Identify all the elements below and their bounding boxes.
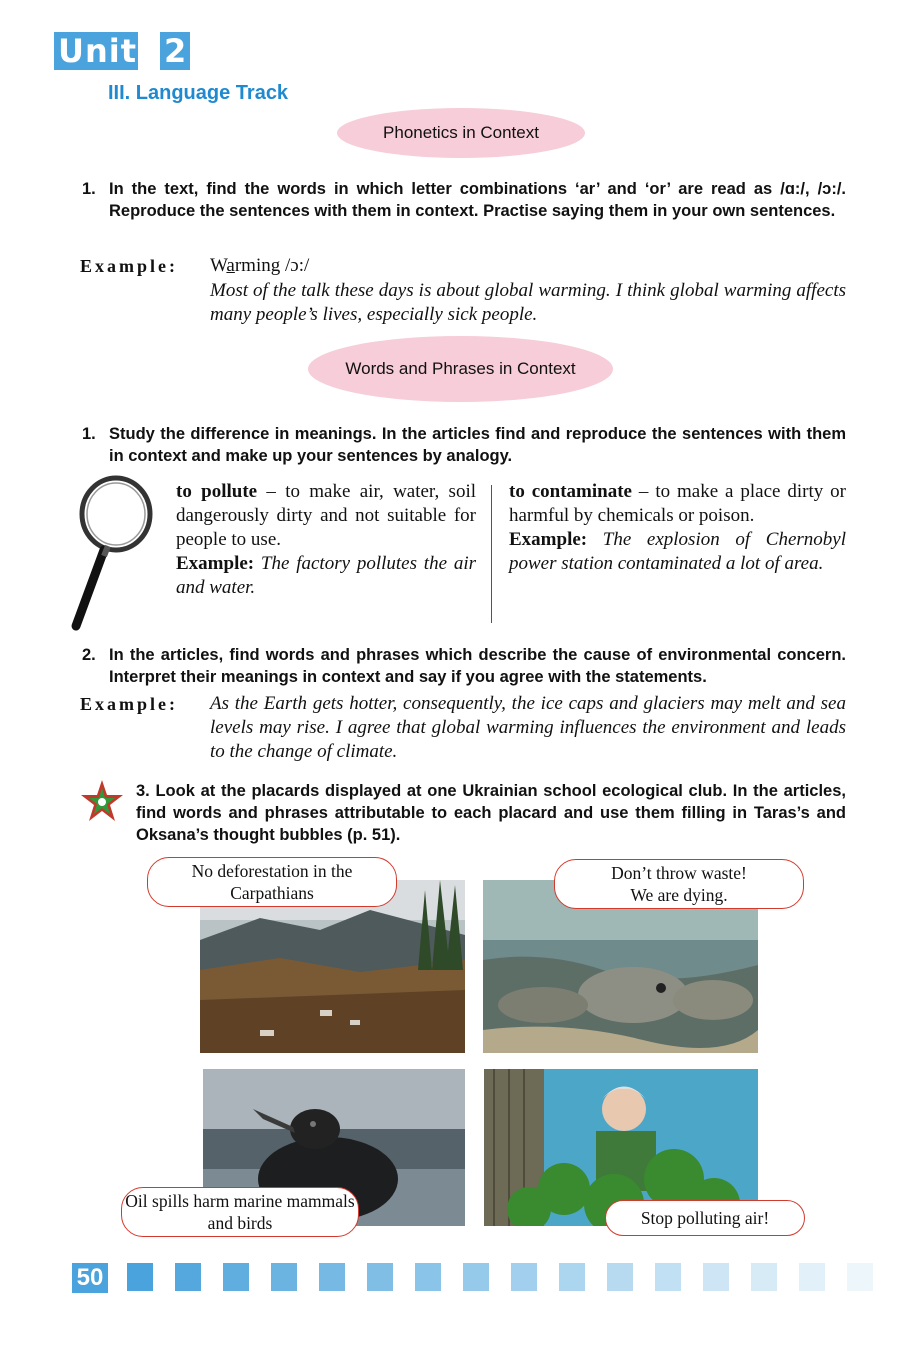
definition-pollute	[176, 480, 476, 600]
placard-line-2: We are dying.	[630, 885, 728, 905]
page-number: 50	[72, 1263, 108, 1293]
example-text: Most of the talk these days is about global warming. I think global warming affects many people’s lives, especially sick people.	[210, 280, 846, 325]
definition-contaminate	[509, 480, 846, 576]
example-word	[210, 254, 846, 278]
placard-oil-spills: Oil spills harm marine mammals and birds	[121, 1187, 359, 1237]
words-pill: Words and Phrases in Context	[308, 336, 613, 402]
example-label: Example:	[176, 553, 255, 574]
unit-label: Unit	[54, 32, 138, 70]
footer-square	[751, 1263, 777, 1291]
task-text: Study the difference in meanings. In the articles find and reproduce the sentences with them in context and make up your sentences by analogy.	[109, 425, 846, 465]
placard-deforestation: No deforestation in the Carpathians	[147, 857, 397, 907]
term-contaminate: to contaminate	[509, 481, 632, 502]
example-label: Example:	[509, 529, 588, 550]
footer-square	[607, 1263, 633, 1291]
words-task-2	[82, 644, 846, 688]
footer-square	[847, 1263, 873, 1291]
footer-square	[175, 1263, 201, 1291]
footer-square	[415, 1263, 441, 1291]
term-pollute: to pollute	[176, 481, 258, 502]
footer-square	[511, 1263, 537, 1291]
example-label: Example:	[80, 694, 178, 714]
words-task-3: 3. Look at the placards displayed at one Ukrainian school ecological club. In the articles, find words and phrases attributable to each placard and use them filling in Taras’s and Oksana’s thought bubbles (p. 51).	[136, 782, 846, 844]
example-word-underlined: a	[226, 255, 235, 276]
task-text: In the text, find the words in which letter combinations ‘ar’ and ‘or’ are read as /ɑ:/, /ɔ:/. Reproduce the sentences with them in context. Practise saying them in your own sentences.	[109, 180, 846, 220]
placard-air: Stop polluting air!	[605, 1200, 805, 1236]
example-text: As the Earth gets hotter, consequently, the ice caps and glaciers may melt and sea levels may rise. I agree that global warming influences the environment and leads to the change of climate.	[210, 693, 846, 762]
definition-text: – to make a place dirty or harmful by chemicals or poison.	[509, 481, 846, 526]
words-task-1	[82, 423, 846, 467]
section-title: III. Language Track	[108, 82, 289, 104]
placard-waste	[554, 859, 804, 909]
example-word-end: rming /ɔ:/	[234, 255, 310, 276]
example-label: Example:	[80, 256, 178, 276]
task-text: In the articles, find words and phrases which describe the cause of environmental concern. Interpret their meanings in context and say if you agree with the statements.	[109, 646, 846, 686]
footer-square	[127, 1263, 153, 1291]
placard-line-1: Don’t throw waste!	[611, 863, 747, 883]
footer-square	[559, 1263, 585, 1291]
task-number: 2.	[82, 646, 96, 664]
unit-number: 2	[160, 32, 190, 70]
footer-square	[367, 1263, 393, 1291]
column-divider	[491, 485, 492, 623]
unit-header	[54, 32, 190, 70]
example-word-start: W	[210, 255, 227, 276]
footer-square	[703, 1263, 729, 1291]
footer-square	[271, 1263, 297, 1291]
phonetics-pill: Phonetics in Context	[337, 108, 585, 158]
footer-square	[463, 1263, 489, 1291]
footer-square	[223, 1263, 249, 1291]
definition-text: – to make air, water, soil dangerously dirty and not suitable for people to use.	[176, 481, 477, 550]
phonetics-task-1	[82, 178, 846, 222]
footer-square	[655, 1263, 681, 1291]
example-text: The factory pollutes the air and water.	[176, 553, 476, 598]
task-number: 1.	[82, 180, 96, 198]
magnifier-icon	[64, 474, 160, 634]
star-icon	[78, 778, 126, 826]
example-text: The explosion of Chernobyl power station contaminated a lot of area.	[509, 529, 846, 574]
footer-square	[799, 1263, 825, 1291]
footer-square	[319, 1263, 345, 1291]
task-number: 1.	[82, 425, 96, 443]
